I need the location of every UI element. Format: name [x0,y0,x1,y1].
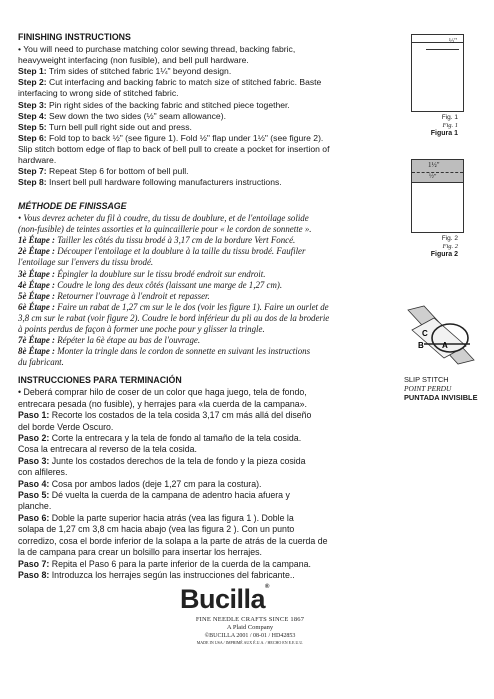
figure-2-diagram [411,159,464,233]
english-heading: FINISHING INSTRUCTIONS [18,32,131,42]
french-step-3: 3è Étape : Épingler la doublure sur le tissu brodé endroit sur endroit. [18,268,266,279]
french-step-8: 8è Étape : Monter la tringle dans le cordon de sonnette en suivant les instructions du fabricant. [18,346,311,368]
french-step-2: 2è Étape : Découper l'entoilage et la doublure à la taille du tissu brodé. Faufiler l'entoilage sur l'envers du tissu brodé. [18,246,306,268]
spanish-step-3: Paso 3: Junte los costados derechos de la tela de fondo y la pieza cosida con alfileres. [18,455,306,478]
spanish-step-2: Paso 2: Corte la entrecara y la tela de fondo al tamaño de la tela cosida. Cosa la entrecara al reverso de la tela cosida. [18,433,302,455]
fold-line [412,172,463,173]
figure-1-caption: Fig. 1 Fig. 1 Figura 1 [430,114,458,137]
french-intro: • Vous devrez acheter du fil à coudre, du tissu de doublure, et de l'entoilage solide (non-fusible) de teintes assorties et la quincaillerie pour « le cordon de sonnette ». [18,213,312,235]
measure-arrow [426,49,459,50]
stitch-label-b: B [418,341,424,350]
french-instructions [18,201,398,368]
spanish-step-8: Paso 8: Introduzca los herrajes según las instrucciones del fabricante.. [18,569,295,580]
spanish-step-6: Paso 6: Doble la parte superior hacia atrás (vea las figura 1 ). Doble la solapa de 1,27 cm 3,8 cm hacia abajo (vea las figura 2 ). Con un punto corredizo, cosa el borde inferior de la solapa a la parte de atrás de la cuerda de la de campana para crear un bolsillo para insertar los herrajes. [18,512,328,558]
french-step-7: 7è Étape : Répéter la 6è étape au bas de l'ouvrage. [18,335,201,346]
english-step-3: Step 3: Pin right sides of the backing fabric and stitched piece together. [18,99,290,110]
french-step-1: 1è Étape : Tailler les côtés du tissu brodé à 3,17 cm de la bordure Vert Foncé. [18,235,296,246]
figure-2-caption: Fig. 2 Fig. 2 Figura 2 [430,235,458,258]
company: A Plaid Company [226,624,274,631]
spanish-instructions [18,375,398,581]
figure-1-measure: ½" [448,37,457,45]
stitch-label-a: A [442,341,448,350]
english-step-1: Step 1: Trim sides of stitched fabric 1¼" beyond design. [18,66,232,77]
spanish-intro: • Deberá comprar hilo de coser de un color que haga juego, tela de fondo, entrecara pesada (no fusible), y herrajes para «la cuerda de la campana». [18,387,308,409]
french-step-4: 4è Étape : Coudre le long des deux côtés (laissant une marge de 1,27 cm). [18,279,283,290]
figure-1-diagram [411,34,464,112]
english-step-5: Step 5: Turn bell pull right side out and press. [18,121,192,132]
imprint [150,616,350,646]
figure-2-measure-mid: ½" [429,173,437,180]
slip-stitch-caption: SLIP STITCH POINT PERDU PUNTADA INVISIBLE [404,375,478,402]
stitch-label-c: C [422,329,428,338]
english-step-7: Step 7: Repeat Step 6 for bottom of bell pull. [18,166,189,177]
english-step-6: Step 6: Fold top to back ½" (see figure 1). Fold ½" flap under 1½" (see figure 2). Slip stitch bottom edge of flap to back of bell pull to create a pocket for insertion of hardware. [18,132,330,166]
tagline: FINE NEEDLE CRAFTS SINCE 1867 [195,616,305,623]
french-step-6: 6è Étape : Faire un rabat de 1,27 cm sur le le dos (voir les figure 1). Faire un ourlet de 3,8 cm sur le rabat (voir figure 2). Coudre le bord inférieur du pli au dos de la broderie à points perdus de façon à former une poche pour y glisser la tringle. [18,301,330,335]
english-intro: • You will need to purchase matching color sewing thread, backing fabric, heavyweight interfacing (non fusible), and bell pull hardware. [18,44,296,66]
spanish-step-7: Paso 7: Repita el Paso 6 para la parte inferior de la cuerda de la campana. [18,558,311,569]
spanish-heading: INSTRUCCIONES PARA TERMINACIÓN [18,375,182,385]
figure-2-measure-top: 1½" [428,161,440,169]
spanish-step-1: Paso 1: Recorte los costados de la tela cosida 3,17 cm más allá del diseño del borde Verde Oscuro. [18,410,312,432]
bucilla-logo: Bucilla® [180,584,269,614]
slip-stitch-diagram [404,300,478,368]
spanish-step-4: Paso 4: Cosa por ambos lados (deje 1,27 cm para la costura). [18,478,262,489]
english-instructions [18,32,398,188]
french-step-5: 5è Étape : Retourner l'ouvrage à l'endroit et repasser. [18,290,210,301]
english-step-2: Step 2: Cut interfacing and backing fabric to match size of stitched fabric. Baste interfacing to wrong side of stitched fabric. [18,77,322,99]
english-step-4: Step 4: Sew down the two sides (½" seam allowance). [18,110,226,121]
spanish-step-5: Paso 5: Dé vuelta la cuerda de la campana de adentro hacia afuera y planche. [18,490,290,512]
copyright: ©BUCILLA 2001 / 08-01 / HD42853 [204,633,296,639]
made-in: MADE IN USA / IMPRIMÉ AUX É.U.A. / HECHO EN E.E.U.U. [196,640,304,645]
english-step-8: Step 8: Insert bell pull hardware following manufacturers instructions. [18,177,282,188]
french-heading: MÉTHODE DE FINISSAGE [18,201,127,211]
